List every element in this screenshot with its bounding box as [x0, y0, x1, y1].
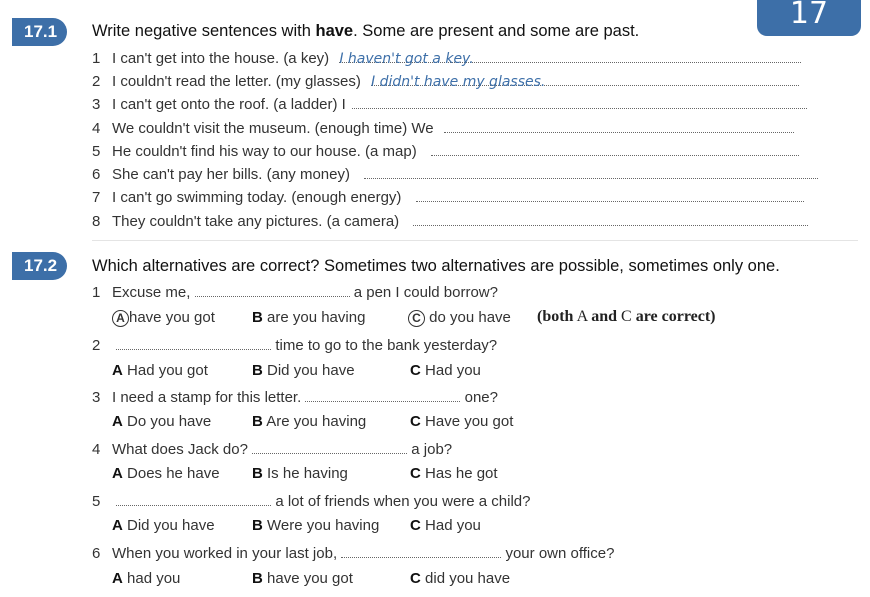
option-a[interactable]: A had you [112, 570, 181, 587]
option-c[interactable]: C Had you [410, 517, 481, 534]
option-b[interactable]: B Is he having [252, 465, 348, 482]
ex2-question-4: 4 What does Jack do? a job? [92, 441, 453, 458]
section-divider [92, 240, 858, 241]
option-c[interactable]: C Had you [410, 362, 481, 379]
ex2-question-6: 6 When you worked in your last job, your own office? [92, 545, 615, 562]
ex1-item-1: 1 I can't get into the house. (a key) I haven't got a key. [92, 50, 801, 67]
ex2-question-3: 3 I need a stamp for this letter. one? [92, 389, 498, 406]
answer-blank[interactable] [416, 189, 804, 202]
option-b[interactable]: B Are you having [252, 413, 367, 430]
ex1-item-8: 8 They couldn't take any pictures. (a camera) [92, 213, 808, 230]
ex2-question-5: 5 a lot of friends when you were a child? [92, 493, 531, 510]
exercise-2-instruction: Which alternatives are correct? Sometimes two alternatives are possible, sometimes only one. [92, 257, 780, 275]
unit-number: 17 [789, 0, 829, 31]
ex1-item-2: 2 I couldn't read the letter. (my glasses) I didn't have my glasses. [92, 73, 799, 90]
exercise-number-17-2: 17.2 [12, 252, 67, 280]
answer-note: (both A and C are correct) [537, 308, 716, 325]
option-c[interactable]: C did you have [410, 570, 511, 587]
ex2-question-1: 1 Excuse me, a pen I could borrow? [92, 284, 498, 301]
answer-blank[interactable] [413, 213, 808, 226]
option-b[interactable]: B are you having [252, 309, 366, 326]
option-a[interactable]: A have you got [112, 309, 215, 327]
option-a[interactable]: A Do you have [112, 413, 212, 430]
answer-blank[interactable]: I haven't got a key. [339, 50, 801, 63]
ex1-item-6: 6 She can't pay her bills. (any money) [92, 166, 818, 183]
answer-blank[interactable] [341, 545, 501, 558]
ex1-item-7: 7 I can't go swimming today. (enough energy) [92, 189, 804, 206]
answer-blank[interactable] [116, 493, 271, 506]
ex2-question-2: 2 time to go to the bank yesterday? [92, 337, 498, 354]
exercise-1-instruction: Write negative sentences with have. Some are present and some are past. [92, 22, 640, 40]
answer-blank[interactable] [352, 96, 807, 109]
answer-blank[interactable] [364, 166, 818, 179]
option-b[interactable]: B have you got [252, 570, 353, 587]
option-c[interactable]: C Has he got [410, 465, 498, 482]
answer-blank[interactable] [195, 284, 350, 297]
answer-blank[interactable] [305, 389, 460, 402]
ex1-item-5: 5 He couldn't find his way to our house. (a map) [92, 143, 799, 160]
answer-blank[interactable]: I didn't have my glasses. [371, 73, 799, 86]
answer-blank[interactable] [431, 143, 799, 156]
answer-blank[interactable] [252, 441, 407, 454]
answer-blank[interactable] [444, 120, 794, 133]
option-a[interactable]: A Had you got [112, 362, 208, 379]
option-c[interactable]: C Have you got [410, 413, 514, 430]
ex1-item-3: 3 I can't get onto the roof. (a ladder) I [92, 96, 807, 113]
option-a[interactable]: A Did you have [112, 517, 215, 534]
option-c[interactable]: C do you have [408, 309, 511, 327]
ex1-item-4: 4 We couldn't visit the museum. (enough time) We [92, 120, 794, 137]
answer-blank[interactable] [116, 337, 271, 350]
exercise-number-17-1: 17.1 [12, 18, 67, 46]
unit-number-tab [757, 0, 861, 36]
option-b[interactable]: B Were you having [252, 517, 380, 534]
option-b[interactable]: B Did you have [252, 362, 355, 379]
option-a[interactable]: A Does he have [112, 465, 220, 482]
